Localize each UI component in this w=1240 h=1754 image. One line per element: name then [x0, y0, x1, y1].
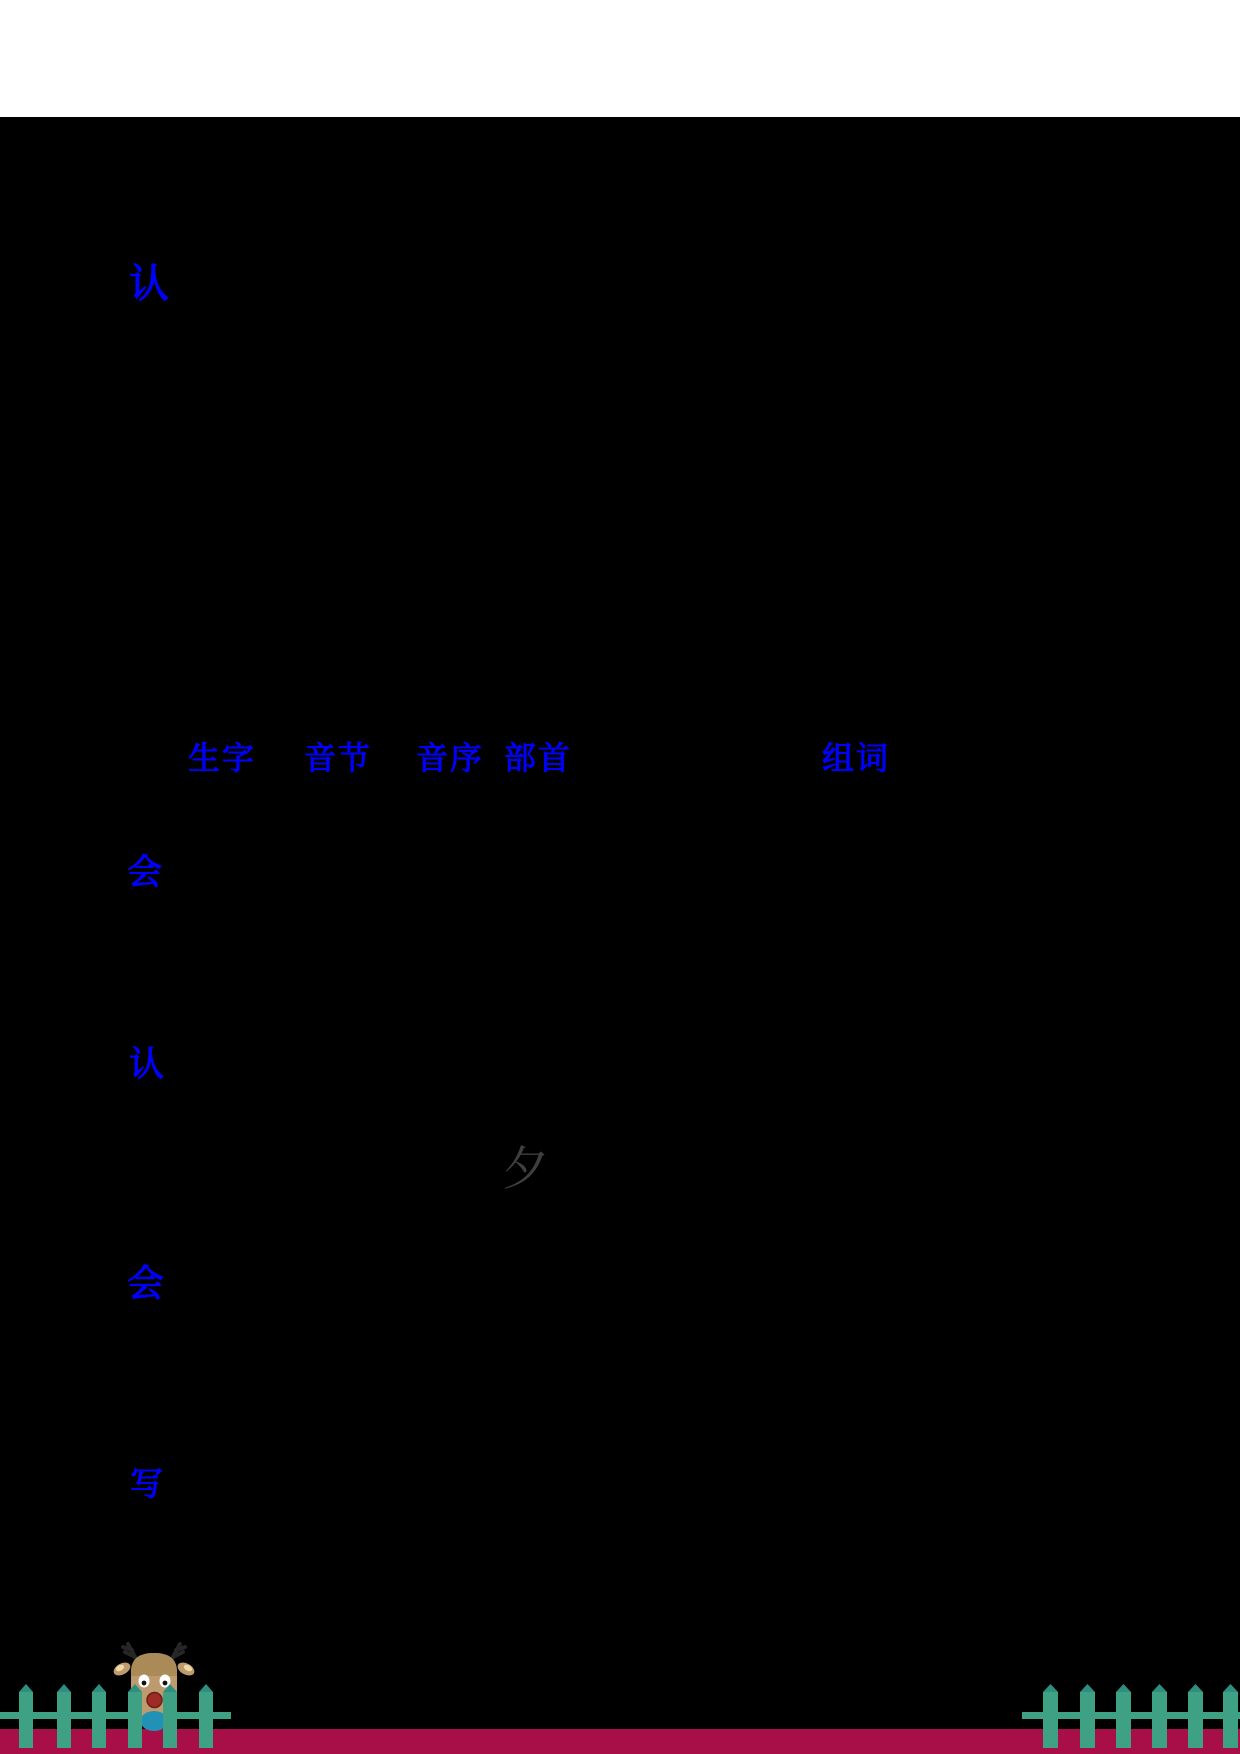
label-ren-2: 认 — [129, 1045, 165, 1085]
picket — [1152, 1684, 1167, 1748]
table-header-yinxu: 音序 — [416, 740, 485, 776]
picket — [128, 1684, 142, 1748]
pupil-left — [142, 1681, 147, 1686]
picket — [19, 1684, 33, 1748]
table-header-bushou: 部首 — [504, 740, 573, 776]
picket — [199, 1684, 213, 1748]
picket — [1043, 1684, 1058, 1748]
trace-character: 夕 — [502, 1142, 549, 1197]
label-ren-1: 认 — [129, 261, 169, 307]
deer-forehead — [131, 1653, 177, 1676]
table-header-zuci: 组词 — [822, 740, 891, 776]
table-header-yinjie: 音节 — [304, 740, 373, 776]
label-hui-2: 会 — [127, 1262, 164, 1305]
table-header-shengzi: 生字 — [188, 740, 257, 776]
picket — [1223, 1684, 1238, 1748]
picket — [1188, 1684, 1203, 1748]
picket — [1116, 1684, 1131, 1748]
bottom-decorations — [0, 1630, 1240, 1754]
pupil-right — [163, 1681, 168, 1686]
picket — [163, 1684, 177, 1748]
picket — [57, 1684, 71, 1748]
fence-rail-left — [0, 1712, 231, 1719]
picket — [92, 1684, 106, 1748]
label-hui-1: 会 — [127, 853, 163, 893]
label-xie-1: 写 — [130, 1464, 163, 1503]
top-white-band — [0, 0, 1240, 117]
nose — [147, 1693, 162, 1708]
picket — [1080, 1684, 1095, 1748]
